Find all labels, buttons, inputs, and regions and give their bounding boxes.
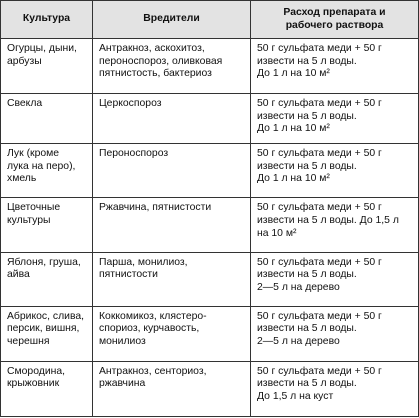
pests-cell	[93, 361, 251, 416]
usage-text: 50 г сульфата меди + 50 г извести на 5 л воды. 2—5 л на дерево	[257, 310, 382, 347]
header-row	[1, 1, 419, 39]
culture-cell	[1, 198, 93, 252]
pests-cell	[93, 39, 251, 94]
table-row	[1, 306, 419, 361]
pests-cell	[93, 144, 251, 198]
culture-text: Огурцы, дыни, арбузы	[7, 43, 77, 67]
table-row	[1, 198, 419, 252]
culture-cell	[1, 39, 93, 94]
pests-text: Пероноспороз	[99, 148, 169, 160]
usage-text: 50 г сульфата меди + 50 г извести на 5 л воды. До 1 л на 10 м²	[257, 43, 382, 80]
usage-text: 50 г сульфата меди + 50 г извести на 5 л воды. 2—5 л на дерево	[257, 256, 382, 293]
header-pests: Вредители	[93, 1, 251, 39]
culture-cell	[1, 306, 93, 361]
usage-text: 50 г сульфата меди + 50 г извести на 5 л воды. До 1,5 л на 10 м²	[257, 202, 399, 239]
usage-text: 50 г сульфата меди + 50 г извести на 5 л воды. До 1 л на 10 м²	[257, 148, 382, 185]
table-row	[1, 144, 419, 198]
table-row	[1, 252, 419, 306]
pests-cell	[93, 198, 251, 252]
culture-text: Абрикос, слива, персик, вишня, черешня	[7, 310, 85, 347]
culture-text: Свекла	[7, 98, 43, 110]
pests-text: Ржавчина, пятнистости	[99, 202, 212, 214]
pests-text: Церкоспороз	[99, 98, 162, 110]
usage-text: 50 г сульфата меди + 50 г извести на 5 л воды. До 1 л на 10 м²	[257, 98, 382, 135]
pests-text: Антракноз, сенториоз, ржавчина	[99, 365, 207, 390]
culture-text: Яблоня, груша, айва	[7, 256, 81, 281]
usage-cell	[251, 252, 419, 306]
header-usage	[251, 1, 419, 39]
table-row	[1, 94, 419, 144]
pests-cell	[93, 252, 251, 306]
culture-cell	[1, 361, 93, 416]
header-usage-label: Расход препарата и рабочего раствора	[283, 6, 386, 31]
culture-text: Цветочные культуры	[7, 202, 61, 226]
pests-cell	[93, 94, 251, 144]
pests-cell	[93, 306, 251, 361]
pests-text: Антракноз, аскохитоз, пероноспороз, оливковая пятнистость, бактериоз	[99, 43, 223, 80]
table-body	[1, 39, 419, 417]
usage-cell	[251, 94, 419, 144]
usage-cell	[251, 306, 419, 361]
table-row	[1, 361, 419, 416]
pests-text: Коккомикоз, клястеро- спориоз, курчавость, монилиоз	[99, 310, 207, 347]
table-header	[1, 1, 419, 39]
pests-text: Парша, монилиоз, пятнистости	[99, 256, 188, 281]
culture-text: Смородина, крыжовник	[7, 365, 66, 390]
culture-text: Лук (кроме лука на перо), хмель	[7, 148, 76, 185]
table-row	[1, 39, 419, 94]
culture-cell	[1, 144, 93, 198]
usage-cell	[251, 361, 419, 416]
usage-cell	[251, 198, 419, 252]
culture-cell	[1, 252, 93, 306]
usage-cell	[251, 144, 419, 198]
header-culture: Культура	[1, 1, 93, 39]
usage-text: 50 г сульфата меди + 50 г извести на 5 л воды. До 1,5 л на куст	[257, 365, 382, 403]
usage-cell	[251, 39, 419, 94]
culture-cell	[1, 94, 93, 144]
